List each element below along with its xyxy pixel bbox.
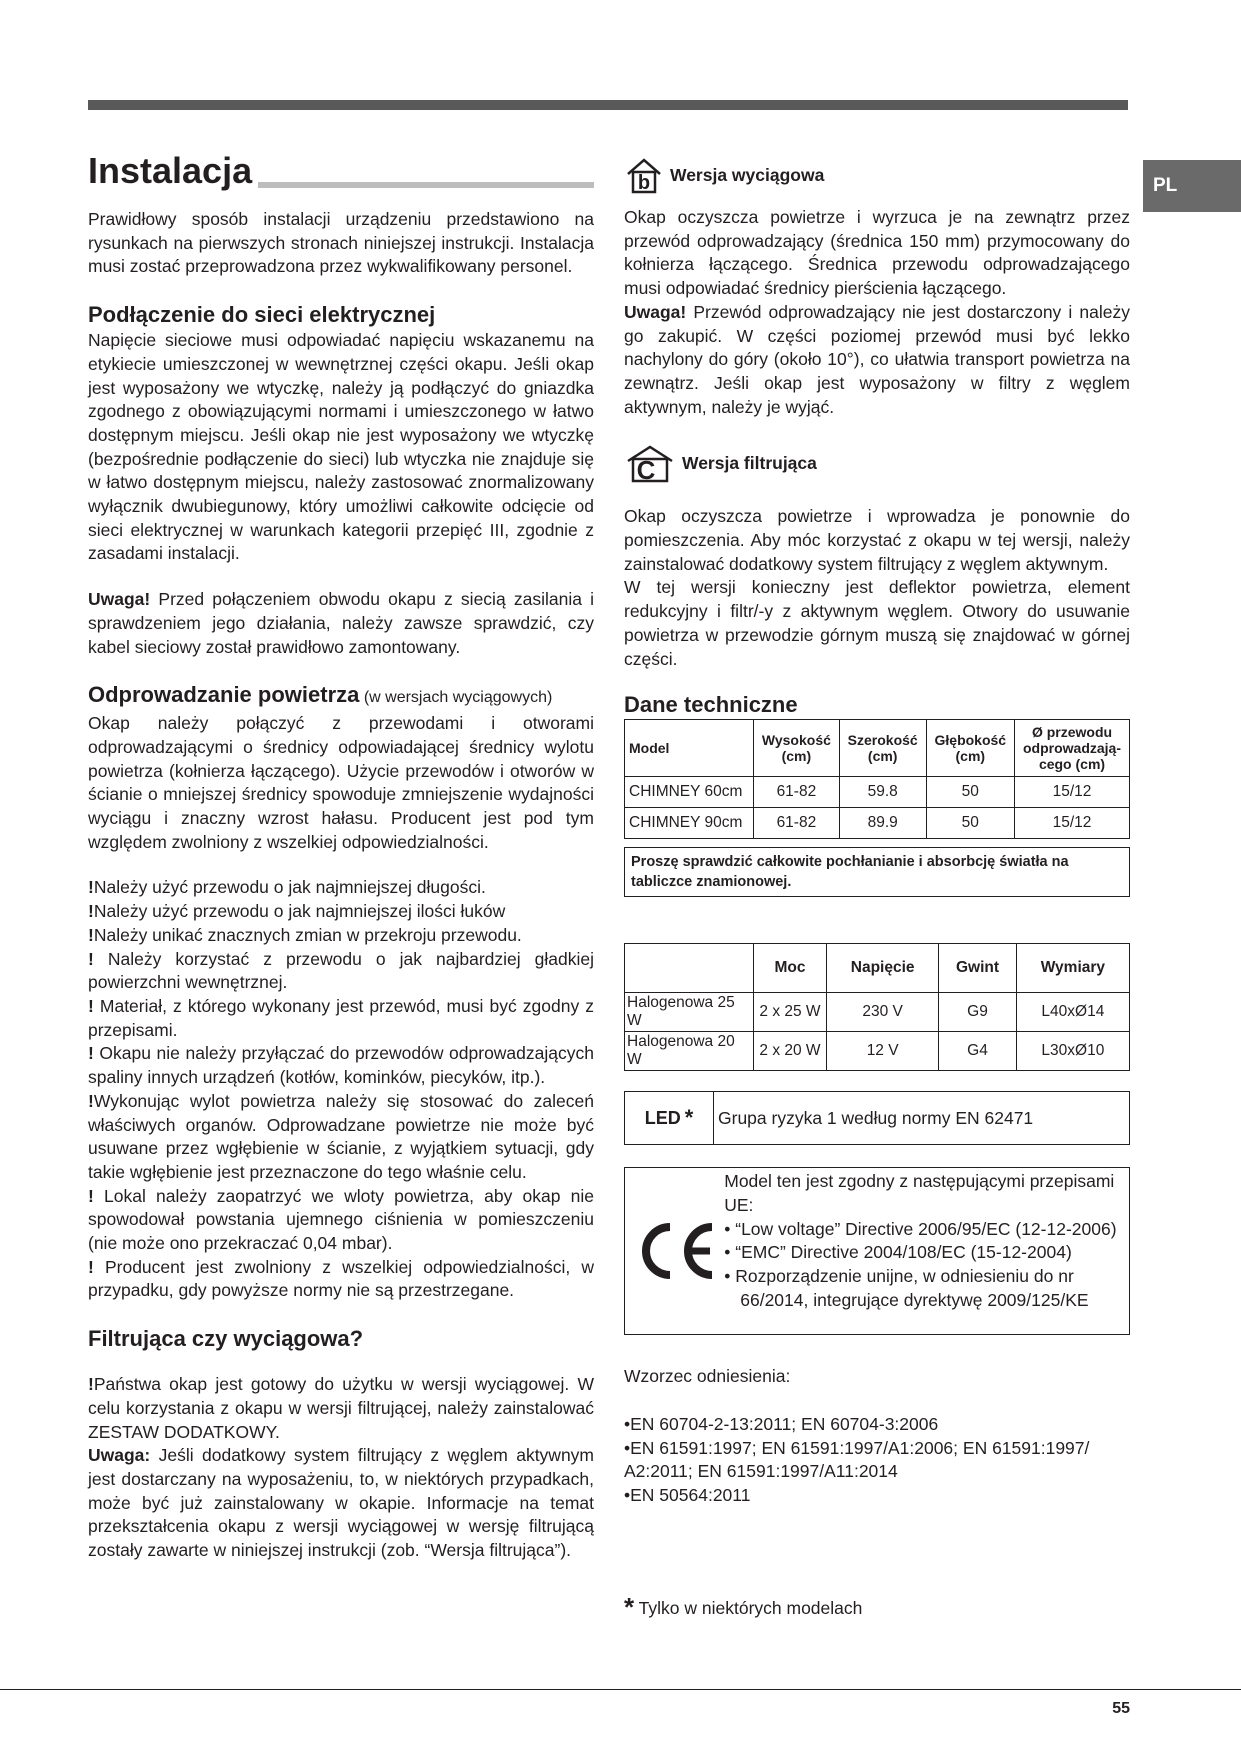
ce-line: Model ten jest zgodny z następującymi przepisami UE: [724, 1171, 1115, 1215]
led-text: Grupa ryzyka 1 według normy EN 62471 [718, 1107, 1034, 1128]
table-header [625, 944, 754, 993]
table-header: Moc [754, 944, 827, 993]
warning-label: Uwaga! [88, 589, 151, 610]
list-item [88, 1042, 594, 1089]
filter-text-1: Państwa okap jest gotowy do użytku w wersji wyciągowej. W celu korzystania z okapu w wersji filtrującej, należy zainstalować ZESTAW DODATKOWY. [88, 1374, 594, 1442]
list-item-text: Należy unikać znacznych zmian w przekroju przewodu. [93, 924, 522, 945]
reference-line: •EN 60704-2-13:2011; EN 60704-3:2006 [624, 1413, 939, 1434]
table-cell: 12 V [827, 1032, 939, 1071]
page-title-text: Instalacja [88, 150, 253, 191]
filter-text-2: Jeśli dodatkowy system filtrujący z węglem aktywnym jest dostarczany na wyposażeniu, to, w niektórych przypadkach, może być już zainstalowany w okapie. Informacje na temat przekształcenia okapu z wersji wyciągowej w wersję filtrującą zostały zawarte w niniejszej instrukcji (zob. “Wersja filtrująca”). [88, 1445, 594, 1561]
exclamation-icon: ! [88, 1090, 94, 1111]
exclamation-icon: ! [88, 948, 94, 969]
air-heading-note: (w wersjach wyciągowych) [359, 689, 553, 707]
table-header: Gwint [939, 944, 1016, 993]
language-tab: PL [1143, 160, 1241, 212]
ce-compliance-box [624, 1167, 1130, 1335]
house-extract-icon [624, 156, 664, 194]
table-header-row [625, 944, 1130, 993]
list-item-text: Okapu nie należy przyłączać do przewodów odprowadzających spaliny innych urządzeń (kotłów, kominków, piecyków, itp.). [88, 1043, 594, 1088]
table-header: Ø przewodu odprowadzają-cego (cm) [1015, 720, 1130, 777]
title-underline [258, 182, 594, 188]
extract-heading: Wersja wyciągowa [670, 164, 825, 185]
footnote [624, 1591, 1130, 1622]
ce-line: 66/2014, integrujące dyrektywę 2009/125/KE [740, 1289, 1089, 1310]
electric-paragraph: Napięcie sieciowe musi odpowiadać napięciu wskazanemu na etykiecie umieszczonej w wewnętrznej części okapu. Jeśli okap jest wyposażony we wtyczkę, należy ją podłączyć do gniazdka zgodnego z obowiązującymi normami i umieszczonego w łatwo dostępnym miejscu. Jeśli okap nie jest wyposażony we wtyczkę (bezpośrednie podłączenie do sieci) lub wtyczka nie znajduje się w łatwo dostępnym miejscu, należy zastosować znormalizowany wyłącznik dwubiegunowy, który umożliwi całkowite odcięcie od sieci elektrycznej w warunkach kategorii przepięć III, zgodnie z zasadami instalacji. [88, 330, 594, 564]
list-item [88, 1185, 594, 1256]
led-label: LED [644, 1107, 681, 1128]
table-header-row [625, 720, 1130, 777]
table-cell: 230 V [827, 993, 939, 1032]
filter-paragraph-2 [88, 1444, 594, 1563]
table-header: Napięcie [827, 944, 939, 993]
page-title [88, 150, 594, 194]
table-cell: L30xØ10 [1016, 1032, 1129, 1071]
table-cell: Halogenowa 25 W [625, 993, 754, 1032]
warning-text: Przed połączeniem obwodu okapu z siecią zasilania i sprawdzeniem jego działania, należy zawsze sprawdzić, czy kabel sieciowy został prawidłowo zamontowany. [88, 589, 594, 657]
footnote-text: Tylko w niektórych modelach [634, 1597, 863, 1618]
list-item [88, 924, 594, 948]
table-cell: L40xØ14 [1016, 993, 1129, 1032]
top-rule [88, 100, 1128, 110]
table-cell: 2 x 25 W [754, 993, 827, 1032]
asterisk-icon: * [624, 1591, 635, 1622]
list-item-text: Wykonując wylot powietrza należy się stosować do zaleceń właściwych organów. Odprowadzane powietrze nie może być usuwane przez wgłębienie w ścianie, z wyjątkiem sytuacji, gdy takie wgłębienie jest przeznaczone do tego właśnie celu. [88, 1090, 594, 1182]
table-cell: CHIMNEY 90cm [625, 808, 754, 839]
extract-warning-label: Uwaga! [624, 301, 687, 322]
list-item-text: Lokal należy zaopatrzyć we wloty powietrza, aby okap nie spowodował powstania ujemnego ciśnienia w pomieszczeniu (nie może ono przekraczać 0,04 mbar). [88, 1185, 594, 1254]
exclamation-icon: ! [88, 1256, 94, 1277]
exclamation-icon: ! [88, 924, 94, 945]
table-row [625, 808, 1130, 839]
filter-version-header [624, 443, 1130, 483]
list-item-text: Producent jest zwolniony z wszelkiej odpowiedzialności, w przypadku, gdy powyższe normy nie są przestrzegane. [88, 1256, 594, 1301]
table-row [625, 1032, 1130, 1071]
reference-line: •EN 61591:1997; EN 61591:1997/A1:2006; EN 61591:1997/ A2:2011; EN 61591:1997/A11:2014 [624, 1437, 1090, 1482]
lamp-table [624, 943, 1130, 1071]
table-header: Wysokość (cm) [754, 720, 840, 777]
filter-or-extract-heading: Filtrująca czy wyciągowa? [88, 1326, 364, 1352]
table-cell: Halogenowa 20 W [625, 1032, 754, 1071]
air-heading-text: Odprowadzanie powietrza [88, 682, 360, 708]
exclamation-icon: ! [88, 1043, 94, 1064]
bottom-rule [0, 1689, 1241, 1690]
table-cell: 15/12 [1015, 808, 1130, 839]
table-cell: 50 [926, 777, 1014, 808]
table-header: Głębokość (cm) [926, 720, 1014, 777]
electric-heading: Podłączenie do sieci elektrycznej [88, 302, 436, 328]
reference-line: •EN 50564:2011 [624, 1485, 751, 1506]
led-box [624, 1091, 1130, 1145]
extract-paragraph: Okap oczyszcza powietrze i wyrzuca je na zewnątrz przez przewód odprowadzający (średnica 150 mm) przymocowany do kołnierza łączącego. Średnica przewodu odprowadzającego musi odpowiadać średnicy pierścienia łączącego. [624, 207, 1130, 299]
table-cell: 2 x 20 W [754, 1032, 827, 1071]
reference-heading: Wzorzec odniesienia: [624, 1366, 791, 1387]
tech-data-table [624, 719, 1130, 839]
list-item-text: Materiał, z którego wykonany jest przewód, musi być zgodny z przepisami. [88, 995, 594, 1040]
air-paragraph: Okap należy połączyć z przewodami i otworami odprowadzającymi o średnicy odpowiadającej średnicy wylotu powietrza (kołnierza łączącego). Użycie przewodów i otworów w ścianie o mniejszej średnicy spowoduje zmniejszenie wydajności wyciągu i znaczny wzrost hałasu. Producent jest pod tym względem zwolniony z wszelkiej odpowiedzialności. [88, 713, 594, 852]
ce-mark-icon [632, 1219, 718, 1283]
table-cell: 89.9 [839, 808, 926, 839]
tech-note-box: Proszę sprawdzić całkowite pochłanianie i absorbcję światła na tabliczce znamionowej. [624, 847, 1130, 897]
table-cell: 15/12 [1015, 777, 1130, 808]
table-cell: 61-82 [754, 777, 840, 808]
list-item-text: Należy korzystać z przewodu o jak najbardziej gładkiej powierzchni wewnętrznej. [88, 948, 594, 993]
extract-version-header [624, 156, 1130, 194]
led-label-cell [625, 1092, 714, 1144]
list-item-text: Należy użyć przewodu o jak najmniejszej długości. [93, 877, 486, 898]
list-item [88, 995, 594, 1042]
table-cell: G4 [939, 1032, 1016, 1071]
table-row [625, 777, 1130, 808]
warning-paragraph [88, 588, 594, 659]
table-cell: 59.8 [839, 777, 926, 808]
exclamation-icon: ! [88, 995, 94, 1016]
air-rules-list [88, 876, 594, 1303]
extract-warning-text: Przewód odprowadzający nie jest dostarczony i należy go zakupić. W części poziomej przewód musi być lekko nachylony do góry (około 10°), co ułatwia transport powietrza na zewnątrz. Jeśli okap jest wyposażony w filtry z węglem aktywnym, należy je wyjąć. [624, 301, 1130, 417]
tech-data-heading: Dane techniczne [624, 692, 798, 718]
extract-warning-paragraph [624, 301, 1130, 420]
house-filter-icon [624, 443, 676, 483]
air-heading [88, 681, 594, 712]
page-number: 55 [1112, 1700, 1130, 1717]
filter-warning-label: Uwaga: [88, 1445, 151, 1466]
filter-heading: Wersja filtrująca [682, 452, 817, 473]
list-item [88, 900, 594, 924]
ce-line: • “Low voltage” Directive 2006/95/EC (12-12-2006) [724, 1218, 1117, 1239]
list-item-text: Należy użyć przewodu o jak najmniejszej ilości łuków [93, 901, 506, 922]
ce-line: • “EMC” Directive 2004/108/EC (15-12-2004) [724, 1242, 1072, 1263]
left-column [88, 150, 594, 1563]
table-header: Szerokość (cm) [839, 720, 926, 777]
extract-icon-letter: b [637, 172, 651, 194]
filter-paragraph: Okap oczyszcza powietrze i wprowadza je ponownie do pomieszczenia. Aby móc korzystać z okapu w tej wersji, należy zainstalować dodatkowy system filtrujący z węglem aktywnym. [624, 506, 1130, 574]
filter-paragraph-2: W tej wersji konieczny jest deflektor powietrza, element redukcyjny i filtr/-y z aktywnym węglem. Otwory do usuwanie powietrza w przewodzie górnym muszą się znajdować w górnej części. [624, 577, 1130, 669]
list-item [88, 1256, 594, 1303]
table-header: Model [625, 720, 754, 777]
filter-icon-letter: C [636, 455, 656, 484]
ce-line: • Rozporządzenie unijne, w odniesieniu do nr [724, 1266, 1074, 1287]
table-row [625, 993, 1130, 1032]
table-cell: 50 [926, 808, 1014, 839]
intro-paragraph: Prawidłowy sposób instalacji urządzeniu przedstawiono na rysunkach na pierwszych stronach niniejszej instrukcji. Instalacja musi zostać przeprowadzona przez wykwalifikowany personel. [88, 209, 594, 277]
ce-logo-cell [625, 1168, 724, 1334]
table-cell: CHIMNEY 60cm [625, 777, 754, 808]
filter-paragraph-1 [88, 1373, 594, 1444]
ce-text [724, 1168, 1129, 1334]
asterisk-icon: * [684, 1105, 694, 1131]
table-cell: G9 [939, 993, 1016, 1032]
list-item [88, 876, 594, 900]
table-header: Wymiary [1016, 944, 1129, 993]
right-column [624, 150, 1130, 1620]
exclamation-icon: ! [88, 1374, 94, 1395]
exclamation-icon: ! [88, 1185, 94, 1206]
list-item [88, 948, 594, 995]
exclamation-icon: ! [88, 877, 94, 898]
exclamation-icon: ! [88, 901, 94, 922]
table-cell: 61-82 [754, 808, 840, 839]
list-item [88, 1090, 594, 1185]
